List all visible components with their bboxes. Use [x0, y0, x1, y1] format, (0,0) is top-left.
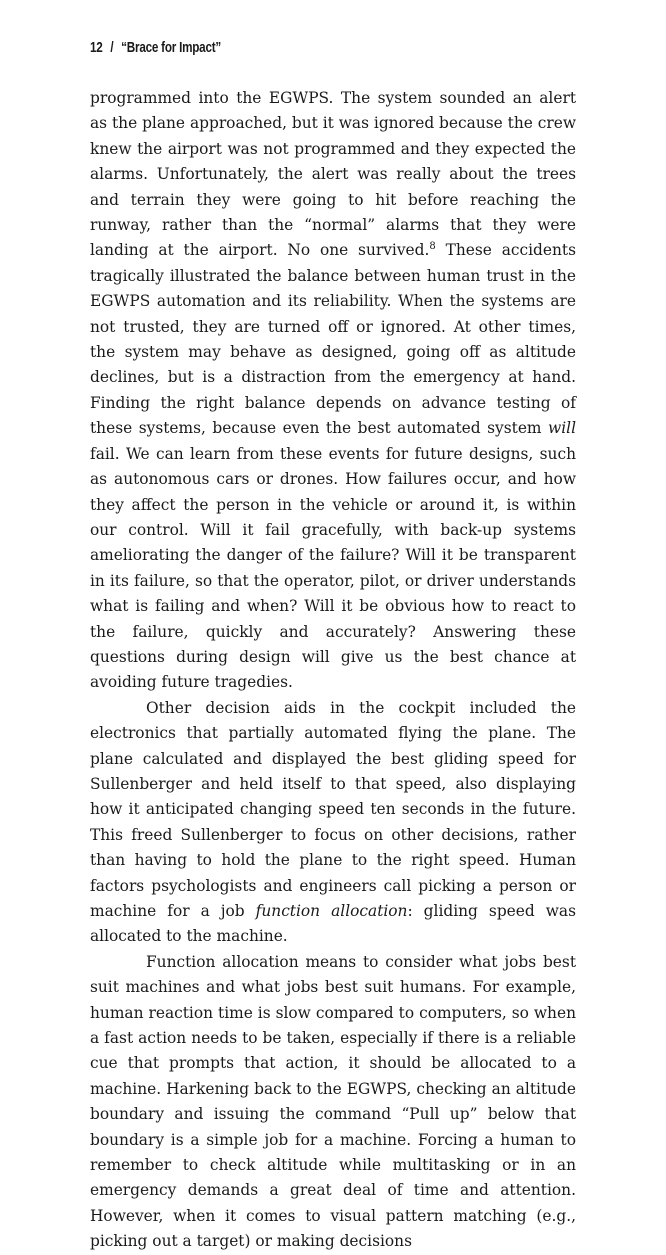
body-text — [90, 86, 576, 1255]
emphasis: will — [548, 419, 576, 438]
text-segment: : gliding speed was allocated to the machine. — [90, 902, 576, 946]
text-segment: fail. We can learn from these events for future designs, such as autonomous cars or drones. How failures occur, and how they affect the person in the vehicle or around it, is within our control. Will it fail gracefully, with back-up systems ameliorating the danger of the failure? Will it be transparent in its failure, so that the operator, pilot, or driver understands what is failing and when? Will it be obvious how to react to the failure, quickly and accurately? Answering these questions during design will give us the best chance at avoiding future tragedies. — [90, 444, 576, 692]
text-segment: Function allocation means to consider what jobs best suit machines and what jobs best suit humans. For example, human reaction time is slow compared to computers, so when a fast action needs to be taken, especially if there is a reliable cue that prompts that action, it should be allocated to a machine. Harkening back to the EGWPS, checking an altitude boundary and issuing the command “Pull up” below that boundary is a simple job for a machine. Forcing a human to remember to check altitude while multitasking or in an emergency demands a great deal of time and attention. However, when it comes to visual pattern matching (e.g., picking out a target) or making decisions — [90, 952, 576, 1251]
text-segment: Other decision aids in the cockpit included the electronics that partially automated flying the plane. The plane calculated and displayed the best gliding speed for Sullenberger and held itself to that speed, also displaying how it anticipated changing speed ten seconds in the future. This freed Sullenberger to focus on other decisions, rather than having to hold the plane to the right speed. Human factors psychologists and engineers call picking a person or machine for a job — [90, 698, 576, 920]
page-number: 12 — [90, 39, 103, 56]
footnote-reference: 8 — [429, 241, 436, 253]
text-segment: These accidents tragically illustrated the balance between human trust in the EGWPS automation and its reliability. When the systems are not trusted, they are turned off or ignored. At other times, the system may behave as designed, going off as altitude declines, but is a distraction from the emergency at hand. Finding the right balance depends on advance testing of these systems, because even the best automated system — [90, 241, 577, 438]
emphasis: function allocation — [255, 902, 408, 920]
chapter-title: “Brace for Impact” — [121, 39, 222, 56]
paragraph-1 — [90, 86, 576, 696]
paragraph-2 — [90, 696, 576, 950]
text-segment: programmed into the EGWPS. The system sounded an alert as the plane approached, but it was ignored because the crew knew the airport was not programmed and they expected the alarms. Unfortunately, the alert was really about the trees and terrain they were going to hit before reaching the runway, rather than the “normal” alarms that they were landing at the airport. No one survived. — [90, 89, 576, 260]
running-head — [90, 39, 221, 56]
paragraph-3 — [90, 950, 576, 1255]
running-head-separator: / — [110, 39, 114, 56]
